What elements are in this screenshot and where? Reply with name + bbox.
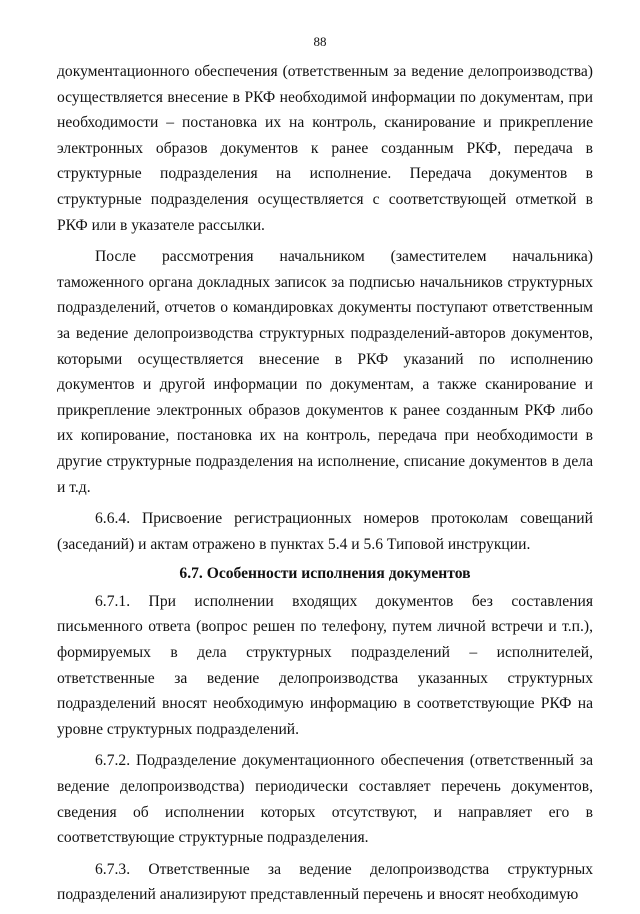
paragraph-continued: документационного обеспечения (ответственным за ведение делопроизводства) осуществляется внесение в РКФ необходимой информации по документам, при необходимости – постановка их на контроль, сканирование и прикрепление электронных образов документов к ранее созданным РКФ, передача в структурные подразделения на исполнение. Передача документов в структурные подразделения осуществляется с соответствующей отметкой в РКФ или в указателе рассылки. [57, 63, 593, 234]
document-body [57, 59, 593, 914]
paragraph-6-7-1: 6.7.1. При исполнении входящих документов без составления письменного ответа (вопрос решен по телефону, путем личной встречи и т.п.), формируемых в дела структурных подразделений – исполнителей, ответственные за ведение делопроизводства указанных структурных подразделений вносят необходимую информацию в соответствующие РКФ на уровне структурных подразделений. [57, 592, 593, 738]
paragraph-6-7-2: 6.7.2. Подразделение документационного обеспечения (ответственный за ведение делопроизводства) периодически составляет перечень документов, сведения об исполнении которых отсутствуют, и направляет его в соответствующие структурные подразделения. [57, 752, 593, 847]
paragraph-review-process: После рассмотрения начальником (заместителем начальника) таможенного органа докладных записок за подписью начальников структурных подразделений, отчетов о командировках документы поступают ответственным за ведение делопроизводства структурных подразделений-авторов документов, которыми осуществляется внесение в РКФ указаний по исполнению документов и другой информации по документам, а также сканирование и прикрепление электронных образов документов к ранее созданным РКФ либо их копирование, постановка их на контроль, передача при необходимости в другие структурные подразделения на исполнение, списание документов в дела и т.д. [57, 248, 593, 496]
page-number: 88 [313, 34, 327, 49]
paragraph-6-6-4: 6.6.4. Присвоение регистрационных номеров протоколам совещаний (заседаний) и актам отражено в пунктах 5.4 и 5.6 Типовой инструкции. [57, 510, 593, 553]
section-heading-6-7: 6.7. Особенности исполнения документов [179, 565, 471, 583]
paragraph-6-7-3: 6.7.3. Ответственные за ведение делопроизводства структурных подразделений анализируют представленный перечень и вносят необходимую [57, 860, 593, 904]
